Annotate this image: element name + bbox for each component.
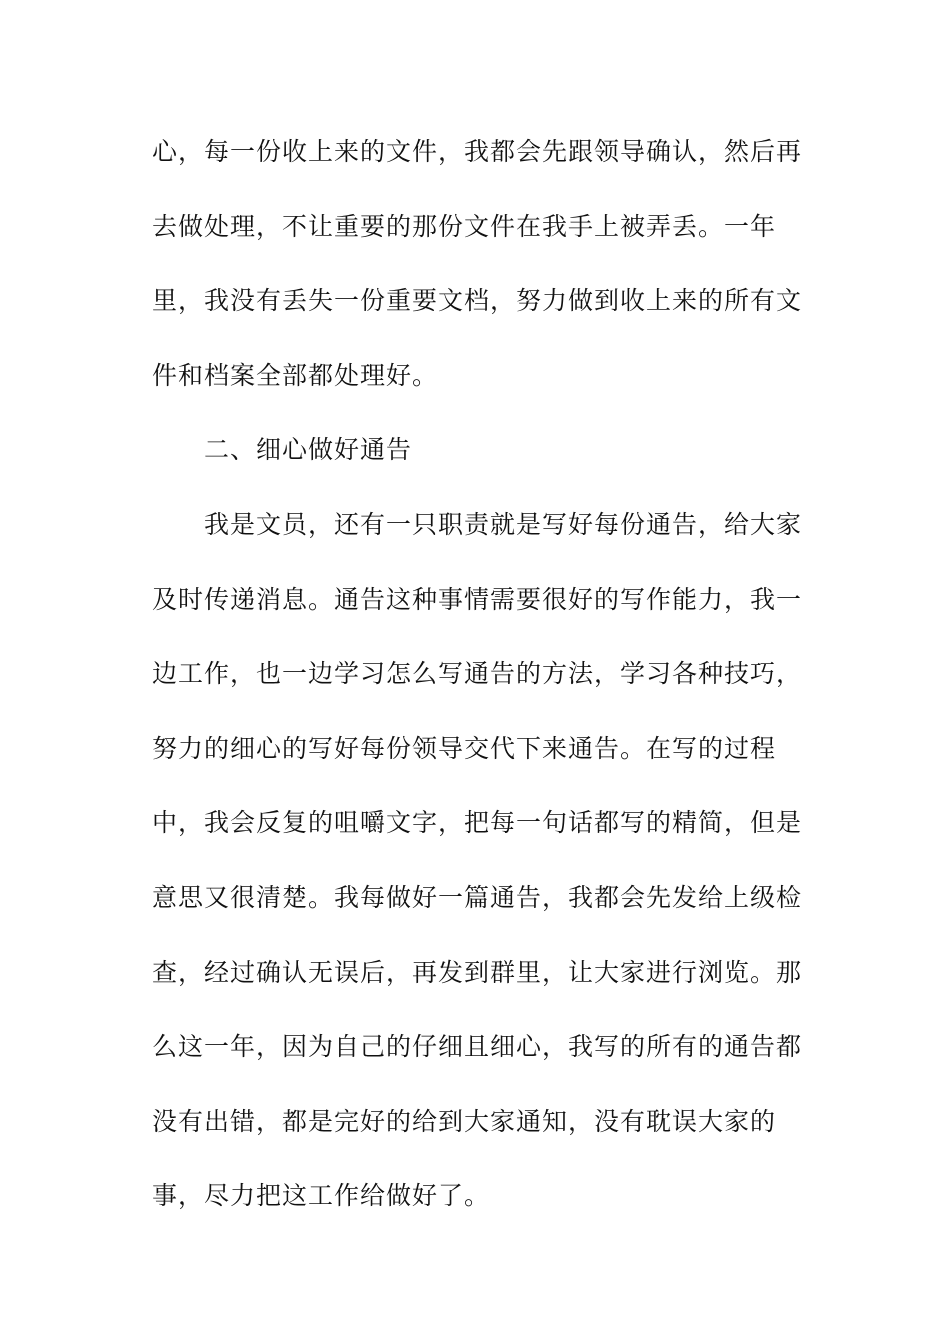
text-line: 心，每一份收上来的文件，我都会先跟领导确认，然后再 (152, 137, 803, 166)
text-line: 没有出错，都是完好的给到大家通知，没有耽误大家的 (152, 1106, 777, 1136)
text-line: 去做处理，不让重要的那份文件在我手上被弄丢。一年 (152, 211, 777, 241)
text-line: 么这一年，因为自己的仔细且细心，我写的所有的通告都 (152, 1032, 803, 1062)
text-line: 边工作，也一边学习怎么写通告的方法，学习各种技巧， (152, 659, 803, 689)
text-line: 里，我没有丢失一份重要文档，努力做到收上来的所有文 (152, 286, 803, 316)
text-line: 中，我会反复的咀嚼文字，把每一句话都写的精简，但是 (152, 808, 803, 838)
document-body (152, 129, 803, 1248)
text-line: 努力的细心的写好每份领导交代下来通告。在写的过程 (152, 733, 777, 763)
section-heading: 二、细心做好通告 (204, 435, 413, 465)
text-line: 查，经过确认无误后，再发到群里，让大家进行浏览。那 (152, 957, 803, 987)
text-line: 事，尽力把这工作给做好了。 (152, 1181, 491, 1211)
paragraph-first-line: 我是文员，还有一只职责就是写好每份通告，给大家 (204, 509, 803, 539)
text-line: 件和档案全部都处理好。 (152, 360, 439, 390)
text-line: 及时传递消息。通告这种事情需要很好的写作能力，我一 (152, 584, 803, 614)
text-line: 意思又很清楚。我每做好一篇通告，我都会先发给上级检 (152, 882, 803, 912)
